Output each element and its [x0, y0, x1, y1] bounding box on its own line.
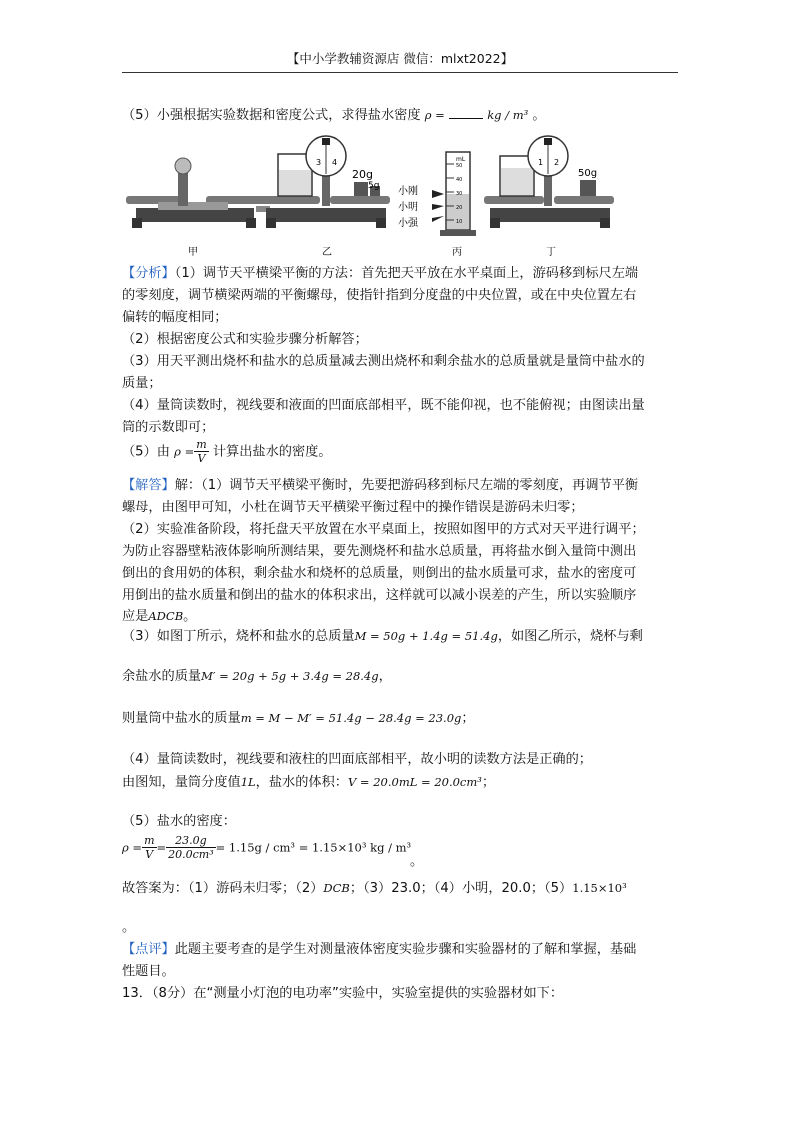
answer-line-10: 则量筒中盐水的质量m = M − M′ = 51.4g − 28.4g = 23.0g；	[122, 711, 475, 726]
answer-line-12: 由图知，量筒分度值1L，盐水的体积：V = 20.0mL = 20.0cm³；	[122, 775, 496, 790]
label-bing: 丙	[452, 247, 462, 258]
cyl-40: 40	[456, 177, 463, 183]
header-rule	[122, 72, 678, 73]
ding-weight-50g: 50g	[578, 168, 598, 179]
reader-xiaoqiang: 小强	[398, 218, 418, 229]
cyl-50: 50	[456, 163, 463, 169]
analysis-line-1: 【分析】（1）调节天平横梁平衡的方法：首先把天平放在水平桌面上，游码移到标尺左端	[122, 266, 639, 281]
yi-scale-3: 3	[316, 158, 322, 167]
answer-line-11: （4）量筒读数时，视线要和液柱的凹面底部相平，故小明的读数方法是正确的；	[122, 752, 592, 767]
reader-xiaogang: 小刚	[398, 186, 418, 197]
answer-line-1: 【解答】解：（1）调节天平横梁平衡时，先要把游码移到标尺左端的零刻度，再调节平衡	[122, 478, 639, 493]
cyl-20: 20	[456, 205, 463, 211]
answer-line-8: （3）如图丁所示，烧杯和盐水的总质量M = 50g + 1.4g = 51.4g，如图乙所示，烧杯与剩	[122, 629, 643, 644]
answer-line-13: （5）盐水的密度：	[122, 814, 236, 829]
q5-text: （5）小强根据实验数据和密度公式，求得盐水密度	[122, 108, 421, 123]
comment-tag: 【点评】	[122, 942, 175, 957]
analysis-line-3: 偏转的幅度相同；	[122, 310, 228, 325]
q5-end: 。	[532, 108, 546, 123]
cyl-10: 10	[456, 219, 463, 225]
balance-jia	[126, 158, 270, 228]
answer-line-5: 倒出的食用奶的体积，剩余盐水和烧杯的总质量，则倒出的盐水质量可求，盐水的密度可	[122, 566, 637, 581]
balance-ding	[484, 136, 614, 228]
answer-line-9: 余盐水的质量M′ = 20g + 5g + 3.4g = 28.4g，	[122, 669, 392, 684]
answer-line-3: （2）实验准备阶段，将托盘天平放置在水平桌面上，按照如图甲的方式对天平进行调平；	[122, 522, 645, 537]
answer-final: 故答案为：（1）游码未归零；（2）DCB；（3）23.0；（4）小明，20.0；（5）1.15×10³	[122, 881, 627, 896]
analysis-fraction: $\frac{m}{V}$	[196, 438, 207, 465]
yi-weight-5g: 5g	[368, 181, 380, 191]
cyl-unit: mL	[456, 156, 466, 163]
ding-scale-2: 2	[554, 158, 560, 167]
answer-density-equation: ρ = $\frac{m}{V}$ = $\frac{23.0g}{\text{20.0cm³}}$ = 1.15g / cm³ = 1.15×10³ kg / m³	[122, 834, 412, 861]
answer-density-end: 。	[410, 854, 424, 869]
yi-scale-4: 4	[332, 158, 338, 167]
question-5	[122, 105, 546, 126]
answer-line-4: 为防止容器壁粘液体影响所测结果，要先测烧杯和盐水总质量，再将盐水倒入量筒中测出	[122, 544, 637, 559]
comment-line-2: 性题目。	[122, 964, 175, 979]
experiment-figure	[118, 134, 638, 260]
answer-line-2: 螺母，由图甲可知，小杜在调节天平横梁平衡过程中的操作错误是游码未归零；	[122, 500, 584, 515]
q5-unit: kg / m³	[487, 108, 529, 122]
analysis-line-6: 质量；	[122, 376, 162, 391]
label-yi: 乙	[322, 247, 332, 258]
cyl-30: 30	[456, 191, 463, 197]
analysis-line-9: （5）由 ρ = $\frac{m}{V}$ 计算出盐水的密度。	[122, 438, 332, 465]
ding-scale-1: 1	[538, 158, 544, 167]
analysis-line-7: （4）量筒读数时，视线要和液面的凹面底部相平，既不能仰视，也不能俯视；由图读出量	[122, 398, 645, 413]
label-ding: 丁	[546, 247, 556, 258]
measuring-cylinder-bing	[432, 152, 476, 236]
analysis-line-5: （3）用天平测出烧杯和盐水的总质量减去测出烧杯和剩余盐水的总质量就是量筒中盐水的	[122, 354, 645, 369]
answer-line-6: 用倒出的盐水质量和倒出的盐水的体积求出，这样就可以减小误差的产生，所以实验顺序	[122, 588, 637, 603]
page-header: 【中小学教辅资源店 微信：mlxt2022】	[286, 51, 514, 66]
analysis-line-4: （2）根据密度公式和实验步骤分析解答；	[122, 332, 368, 347]
analysis-line-2: 的零刻度，调节横梁两端的平衡螺母，使指针指到分度盘的中央位置，或在中央位置左右	[122, 288, 637, 303]
q5-blank	[449, 106, 483, 119]
yi-weight-20g: 20g	[352, 168, 373, 181]
analysis-tag: 【分析】	[122, 266, 175, 281]
reader-xiaoming: 小明	[398, 202, 418, 213]
answer-tag: 【解答】	[122, 478, 175, 493]
q5-rho: ρ =	[424, 108, 445, 122]
label-jia: 甲	[188, 247, 198, 258]
comment-line-1: 【点评】此题主要考查的是学生对测量液体密度实验步骤和实验器材的了解和掌握，基础	[122, 942, 637, 957]
analysis-line-8: 筒的示数即可；	[122, 420, 215, 435]
question-13: 13．（8分）在“测量小灯泡的电功率”实验中，实验室提供的实验器材如下：	[122, 986, 564, 1001]
answer-line-7: 应是ADCB。	[122, 609, 197, 624]
answer-final-end: 。	[122, 920, 136, 935]
